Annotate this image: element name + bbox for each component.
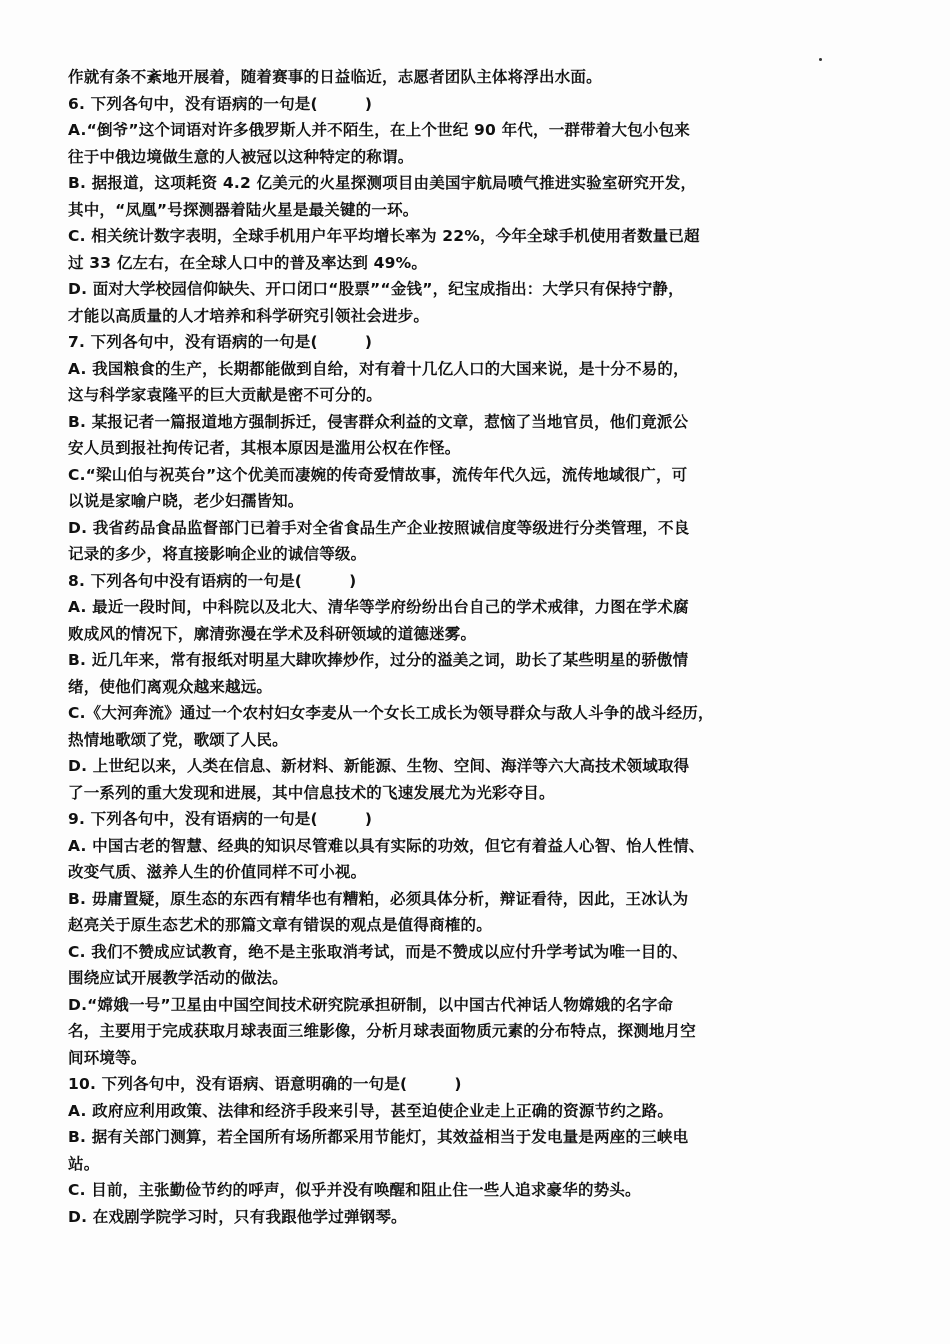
text-line: 绪，使他们离观众越来越远。 xyxy=(68,677,273,696)
answer-option-line: B. 某报记者一篇报道地方强制拆迁，侵害群众利益的文章，惹恼了当地官员，他们竟派公 xyxy=(68,412,689,431)
answer-option-line: D. 面对大学校园信仰缺失、开口闭口“股票”“金钱”，纪宝成指出：大学只有保持宁静， xyxy=(68,280,684,298)
answer-option-line: A.“倒爷”这个词语对许多俄罗斯人并不陌生，在上个世纪 90 年代，一群带着大包小包来 xyxy=(68,121,691,139)
answer-option-line: C. 目前，主张勤俭节约的呼声，似乎并没有唤醒和阻止住一些人追求豪华的势头。 xyxy=(68,1181,641,1199)
text-line: 围绕应试开展教学活动的做法。 xyxy=(68,969,288,987)
answer-option-line: C. 相关统计数字表明，全球手机用户年平均增长率为 22%，今年全球手机使用者数量已超 xyxy=(68,227,700,245)
question-stem: 9. 下列各句中，没有语病的一句是( ) xyxy=(68,810,373,828)
answer-option-line: D. 上世纪以来，人类在信息、新材料、新能源、生物、空间、海洋等六大高技术领域取得 xyxy=(68,757,690,775)
text-line: 其中，“凤凰”号探测器着陆火星是最关键的一环。 xyxy=(68,200,419,219)
question-stem: 8. 下列各句中没有语病的一句是( ) xyxy=(68,571,357,590)
answer-option-line: D. 在戏剧学院学习时，只有我跟他学过弹钢琴。 xyxy=(68,1207,407,1226)
text-line: 败成风的情况下，廓清弥漫在学术及科研领域的道德迷雾。 xyxy=(68,624,477,643)
text-line: 过 33 亿左右，在全球人口中的普及率达到 49%。 xyxy=(68,253,428,272)
text-line: 改变气质、滋养人生的价值同样不可小视。 xyxy=(68,863,367,881)
answer-option-line: B. 据有关部门测算，若全国所有场所都采用节能灯，其效益相当于发电量是两座的三峡电 xyxy=(68,1128,689,1146)
answer-option-line: C.“梁山伯与祝英台”这个优美而凄婉的传奇爱情故事，流传年代久远，流传地域很广，可 xyxy=(68,465,688,484)
text-line: 记录的多少，将直接影响企业的诚信等级。 xyxy=(68,545,367,563)
answer-option-line: B. 近几年来，常有报纸对明星大肆吹捧炒作，过分的溢美之词，助长了某些明星的骄傲情 xyxy=(68,651,689,669)
text-line: 作就有条不紊地开展着，随着赛事的日益临近，志愿者团队主体将浮出水面。 xyxy=(68,68,602,86)
answer-option-line: A. 政府应利用政策、法律和经济手段来引导，甚至迫使企业走上正确的资源节约之路。 xyxy=(68,1101,674,1120)
text-line: 热情地歌颂了党，歌颂了人民。 xyxy=(68,730,288,749)
text-line: 以说是家喻户晓，老少妇孺皆知。 xyxy=(68,492,304,510)
exam-text-block xyxy=(68,64,788,1230)
answer-option-line: B. 据报道，这项耗资 4.2 亿美元的火星探测项目由美国宇航局喷气推进实验室研究开发， xyxy=(68,174,697,192)
question-stem: 7. 下列各句中，没有语病的一句是( ) xyxy=(68,333,373,351)
answer-option-line: A. 最近一段时间，中科院以及北大、清华等学府纷纷出台自己的学术戒律，力图在学术腐 xyxy=(68,598,689,616)
text-line: 往于中俄边境做生意的人被冠以这种特定的称谓。 xyxy=(68,147,414,166)
answer-option-line: D. 我省药品食品监督部门已着手对全省食品生产企业按照诚信度等级进行分类管理，不良 xyxy=(68,518,690,537)
text-line: 间环境等。 xyxy=(68,1048,147,1067)
question-stem: 10. 下列各句中，没有语病、语意明确的一句是( ) xyxy=(68,1075,462,1093)
scan-speck xyxy=(819,58,822,61)
answer-option-line: A. 中国古老的智慧、经典的知识尽管难以具有实际的功效，但它有着益人心智、怡人性情、 xyxy=(68,836,705,855)
answer-option-line: D.“嫦娥一号”卫星由中国空间技术研究院承担研制，以中国古代神话人物嫦娥的名字命 xyxy=(68,995,674,1014)
question-stem: 6. 下列各句中，没有语病的一句是( ) xyxy=(68,94,373,113)
text-line: 名，主要用于完成获取月球表面三维影像，分析月球表面物质元素的分布特点，探测地月空 xyxy=(68,1022,697,1040)
answer-option-line: C.《大河奔流》通过一个农村妇女李麦从一个女长工成长为领导群众与敌人斗争的战斗经历， xyxy=(68,704,714,722)
text-line: 赵亮关于原生态艺术的那篇文章有错误的观点是值得商榷的。 xyxy=(68,916,492,934)
text-line: 才能以高质量的人才培养和科学研究引领社会进步。 xyxy=(68,306,430,325)
text-line: 了一系列的重大发现和进展，其中信息技术的飞速发展尤为光彩夺目。 xyxy=(68,783,555,802)
answer-option-line: A. 我国粮食的生产，长期都能做到自给，对有着十几亿人口的大国来说，是十分不易的， xyxy=(68,359,689,378)
text-line: 安人员到报社拘传记者，其根本原因是滥用公权在作怪。 xyxy=(68,439,461,457)
text-line: 这与科学家袁隆平的巨大贡献是密不可分的。 xyxy=(68,386,383,404)
answer-option-line: C. 我们不赞成应试教育，绝不是主张取消考试，而是不赞成以应付升学考试为唯一目的、 xyxy=(68,942,688,961)
text-line: 站。 xyxy=(68,1154,100,1173)
answer-option-line: B. 毋庸置疑，原生态的东西有精华也有糟粕，必须具体分析，辩证看待，因此，王冰认为 xyxy=(68,889,689,908)
